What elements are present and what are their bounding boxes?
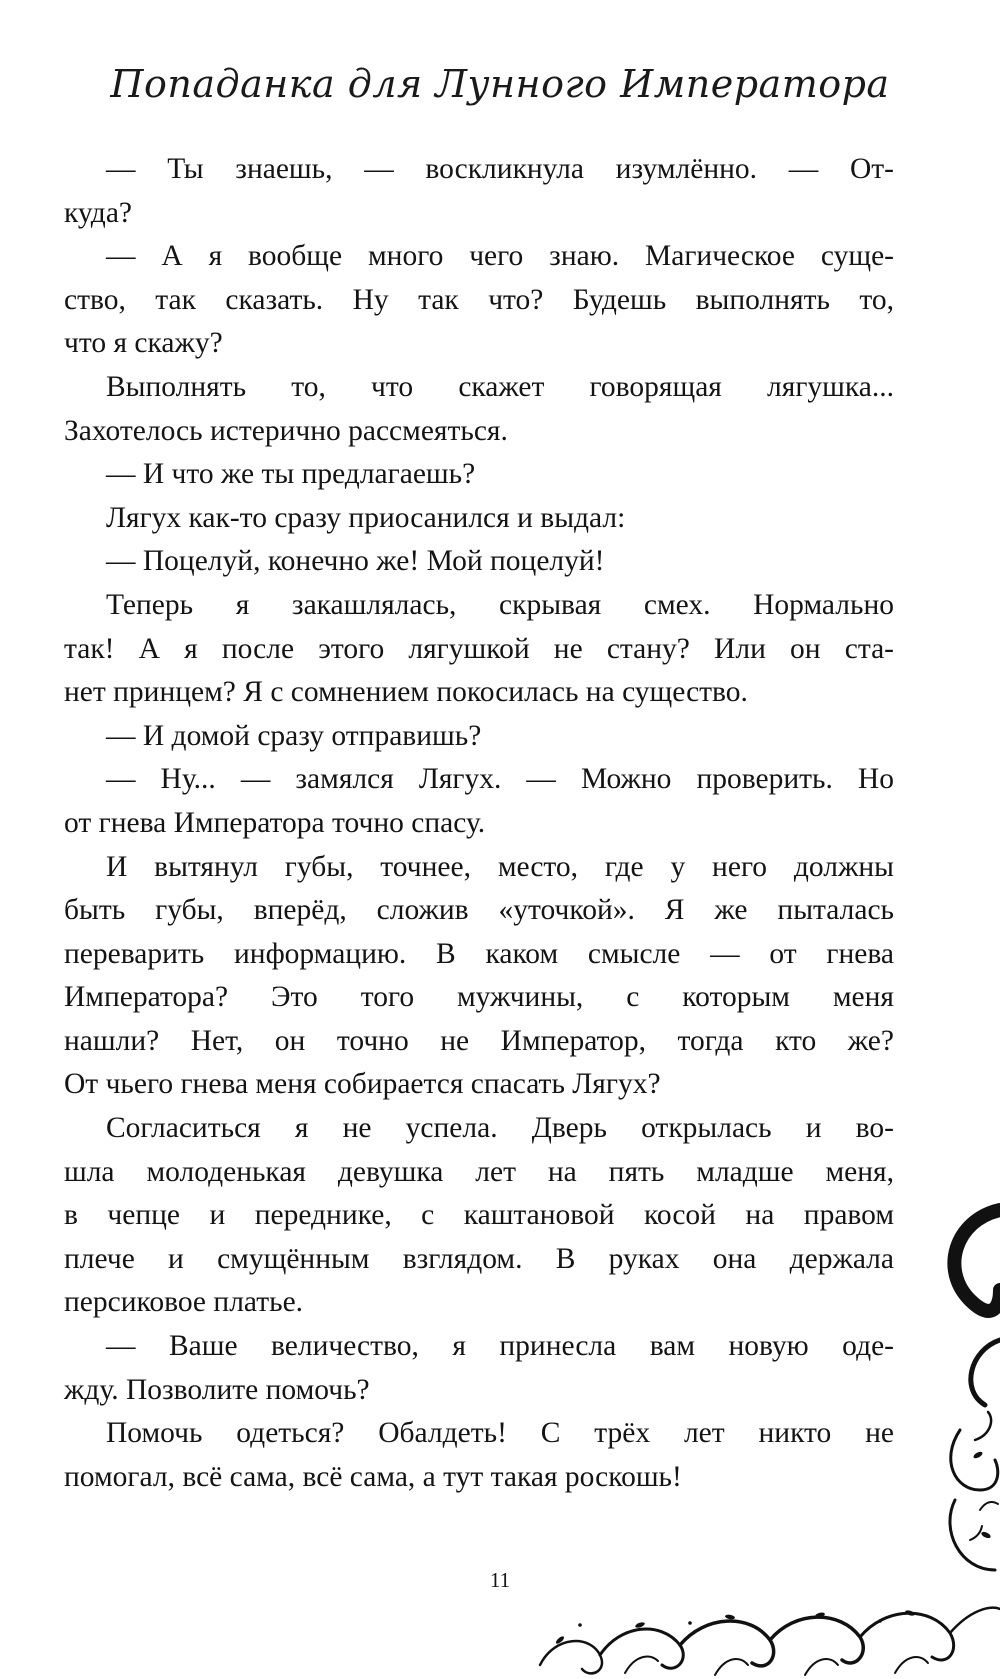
text-line: жду. Позволите помочь? <box>64 1373 370 1406</box>
paragraph <box>64 846 894 1108</box>
text-line: нет принцем? Я с сомнением покосилась на существо. <box>64 676 748 709</box>
text-line: шла молоденькая девушка лет на пять младше меня, <box>64 1155 894 1188</box>
text-line: плече и смущённым взглядом. В руках она держала <box>64 1242 894 1275</box>
text-line: Захотелось истерично рассмеяться. <box>64 414 508 447</box>
text-line: — Ты знаешь, — воскликнула изумлённо. — От- <box>106 153 894 185</box>
text-line: помогал, всё сама, всё сама, а тут такая роскошь! <box>64 1460 682 1493</box>
paragraph <box>64 235 894 366</box>
text-line: Императора? Это того мужчины, с которым меня <box>64 981 894 1014</box>
paragraph <box>64 453 894 497</box>
text-line: Теперь я закашлялась, скрывая смех. Нормально <box>106 588 894 621</box>
text-line: — А я вообще много чего знаю. Магическое суще- <box>106 240 894 273</box>
paragraph <box>64 1325 894 1412</box>
paragraph <box>64 540 894 584</box>
text-line: И вытянул губы, точнее, место, где у него должны <box>106 850 894 883</box>
text-line: куда? <box>64 196 133 229</box>
paragraph <box>64 1107 894 1325</box>
text-line: Выполнять то, что скажет говорящая лягушка... <box>106 370 894 403</box>
page-number: 11 <box>489 1568 511 1592</box>
text-line: от гнева Императора точно спасу. <box>64 806 486 839</box>
paragraph <box>64 1412 894 1499</box>
text-line: что я скажу? <box>64 327 223 360</box>
paragraph <box>64 366 894 453</box>
text-line: так! А я после этого лягушкой не стану? Или он ста- <box>64 632 894 665</box>
text-line: ство, так сказать. Ну так что? Будешь выполнять то, <box>64 283 894 316</box>
text-line: — Ваше величество, я принесла вам новую оде- <box>106 1330 894 1363</box>
text-line: Помочь одеться? Обалдеть! С трёх лет никто не <box>106 1417 894 1450</box>
running-header-title: Попаданка для Лунного Императора <box>110 62 890 106</box>
text-line: персиковое платье. <box>64 1286 304 1319</box>
text-line: — Поцелуй, конечно же! Мой поцелуй! <box>106 545 605 578</box>
text-line: — Ну... — замялся Лягух. — Можно проверить. Но <box>106 763 894 796</box>
swirl-ornament-right <box>900 1190 1000 1610</box>
paragraph <box>64 758 894 845</box>
text-line: в чепце и переднике, с каштановой косой на правом <box>64 1199 894 1232</box>
text-line: — И что же ты предлагаешь? <box>106 458 476 491</box>
text-line: От чьего гнева меня собирается спасать Лягух? <box>64 1068 661 1101</box>
text-line: — И домой сразу отправишь? <box>106 719 482 752</box>
paragraph <box>64 148 894 235</box>
text-line: переварить информацию. В каком смысле — от гнева <box>64 937 894 970</box>
text-line: быть губы, вперёд, сложив «уточкой». Я же пыталась <box>64 894 894 927</box>
text-line: нашли? Нет, он точно не Император, тогда кто же? <box>64 1024 894 1057</box>
paragraph <box>64 497 894 541</box>
swirl-ornament-bottom <box>530 1595 1000 1679</box>
paragraph <box>64 715 894 759</box>
body-text <box>64 148 894 1499</box>
text-line: Согласиться я не успела. Дверь открылась и во- <box>106 1112 894 1145</box>
text-line: Лягух как-то сразу приосанился и выдал: <box>106 501 626 534</box>
paragraph <box>64 584 894 715</box>
